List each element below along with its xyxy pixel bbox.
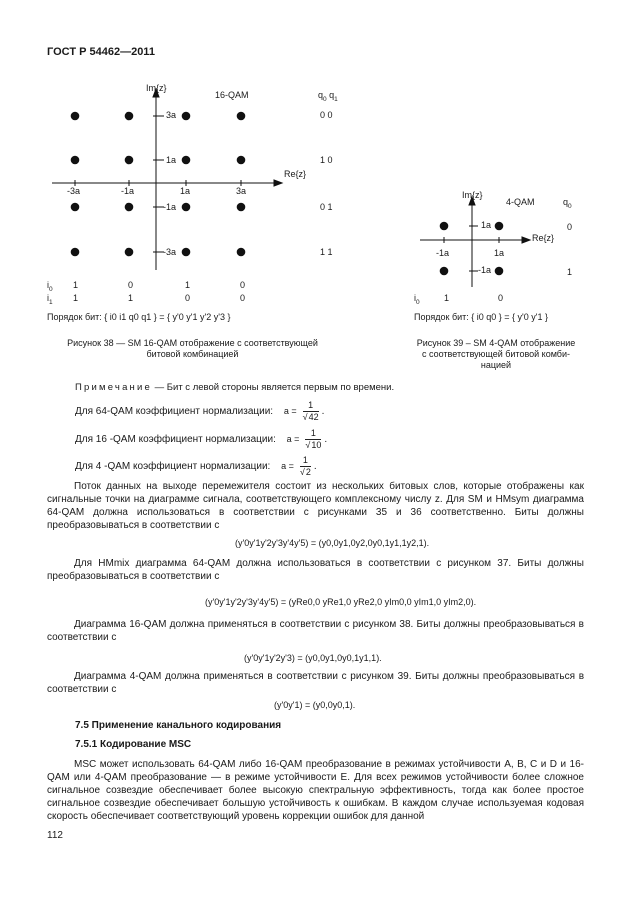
fig38-i0-value: 0 xyxy=(240,280,246,290)
fig38-constellation-point xyxy=(237,156,246,165)
fig38-caption: Рисунок 38 — SM 16-QAM отображение с соответствующей битовой комбинацией xyxy=(67,338,318,359)
fig38-x-axis-label: Re{z} xyxy=(284,169,307,179)
fig38-i1-value: 0 xyxy=(185,293,191,303)
fig39-constellation-point xyxy=(440,267,449,276)
fig38-constellation-point xyxy=(71,112,80,121)
fig39-row-label: 1a xyxy=(481,220,492,230)
fig39-q-header: $q_0$ xyxy=(563,197,572,210)
paragraph-4: Диаграмма 4-QAM должна применяться в соответствии с рисунком 39. Биты должны преобразовываться в соответствии с xyxy=(47,671,584,695)
fig39-x-arrow xyxy=(522,237,530,243)
fig39-caption: Рисунок 39 – SM 4-QAM отображение с соответствующей битовой комби- нацией xyxy=(416,338,576,370)
fig38-x-tick: -1a xyxy=(121,186,135,196)
fig38-q-value: 0 0 xyxy=(320,110,333,120)
fig38-row-label: -3a xyxy=(163,247,177,257)
fig39-i0-label: $i_0$ xyxy=(414,293,420,306)
paragraph-1: Поток данных на выходе перемежителя состоит из нескольких битовых слов, которые отображены как сигнальные точки на диаграмме сигнала, соответствующего комплексному числу z. Для SM и HMsym диаграмма 64-QAM должна использоваться в соответствии с рисунками 35 и 36 соответственно. Биты должны преобразовываться в соответствии с xyxy=(47,481,584,531)
fig38-constellation-point xyxy=(125,248,134,257)
fig38-constellation-point xyxy=(237,248,246,257)
page-number: 112 xyxy=(47,830,63,841)
fig38-x-tick: 1a xyxy=(180,186,191,196)
formula-2: (y'0y'1y'2y'3y'4y'5) = (yRe0,0 yRe1,0 yRe2,0 yIm0,0 yIm1,0 yIm2,0). xyxy=(205,597,477,607)
fig39-i0-value: 1 xyxy=(444,293,450,303)
section-7-5-1-heading: 7.5.1 Кодирование MSC xyxy=(75,739,192,750)
norm-64qam: Для 64-QAM коэффициент нормализации: a = $\frac{1}{√42}$ . xyxy=(75,400,325,422)
fig38-q-header: $q_0$ $q_1$ xyxy=(318,90,338,103)
note: Примечание — Бит с левой стороны является первым по времени. xyxy=(75,382,395,393)
fig38-y-axis-label: Im{z} xyxy=(146,83,167,93)
paragraph-5: MSC может использовать 64-QAM либо 16-QAM преобразование в режимах устойчивости A, B, C и D и 16-QAM или 4-QAM преобразование — в режиме устойчивости E. Для всех режимов устойчивости более сложное сигнальное созвездие обеспечивает более высокую спектральную эффективность, тогда как более простое сигнальное созвездие обеспечивает большую устойчивость к ошибкам. В каждом случае используемая кодовая скорость обеспечивает соответствующий уровень коррекции ошибок для данной xyxy=(47,759,584,822)
norm-16qam: Для 16 -QAM коэффициент нормализации: a = $\frac{1}{√10}$ . xyxy=(75,428,328,450)
fig38-i1-value: 1 xyxy=(128,293,134,303)
fig38-constellation-point xyxy=(71,156,80,165)
fig38-i0-value: 0 xyxy=(128,280,134,290)
fig38-i0-label: $i_0$ xyxy=(47,280,53,293)
fig39-y-axis-label: Im{z} xyxy=(462,190,483,200)
fig38-row-label: -1a xyxy=(163,202,177,212)
fig38-row-label: 3a xyxy=(166,110,177,120)
fig39-bit-order: Порядок бит: { i0 q0 } = { y'0 y'1 } xyxy=(414,312,548,322)
fig38-constellation-point xyxy=(125,112,134,121)
fig39-constellation-point xyxy=(495,222,504,231)
fig39-i0-value: 0 xyxy=(498,293,504,303)
fig39-x-axis-label: Re{z} xyxy=(532,233,555,243)
formula-4: (y'0y'1) = (y0,0y0,1). xyxy=(274,700,356,710)
fig38-i1-value: 1 xyxy=(73,293,79,303)
fig38-constellation-point xyxy=(182,112,191,121)
fig38-i0-value: 1 xyxy=(73,280,79,290)
fig38-i0-value: 1 xyxy=(185,280,191,290)
fig38-constellation-point xyxy=(125,203,134,212)
paragraph-3: Диаграмма 16-QAM должна применяться в соответствии с рисунком 38. Биты должны преобразовываться в соответствии с xyxy=(47,619,584,643)
paragraph-2: Для HMmix диаграмма 64-QAM должна использоваться в соответствии с рисунком 37. Биты должны преобразовываться в соответствии с xyxy=(47,558,584,582)
fig38-row-label: 1a xyxy=(166,155,177,165)
fig38-x-tick: -3a xyxy=(67,186,81,196)
fig38-q-value: 1 1 xyxy=(320,247,333,257)
fig39-constellation-point xyxy=(495,267,504,276)
fig38-i1-label: $i_1$ xyxy=(47,293,53,306)
fig38-constellation-point xyxy=(182,248,191,257)
fig38-q-value: 0 1 xyxy=(320,202,333,212)
fig38-x-tick: 3a xyxy=(236,186,247,196)
fig39-x-tick: 1a xyxy=(494,248,505,258)
section-7-5-heading: 7.5 Применение канального кодирования xyxy=(75,720,282,731)
fig38-constellation-point xyxy=(125,156,134,165)
fig38-i1-value: 0 xyxy=(240,293,246,303)
fig38-title: 16-QAM xyxy=(215,90,249,100)
fig38-x-arrow xyxy=(274,180,282,186)
fig38-constellation-point xyxy=(71,203,80,212)
fig38-constellation-point xyxy=(237,112,246,121)
fig39-q-value: 1 xyxy=(567,267,573,277)
fig39-q-value: 0 xyxy=(567,222,573,232)
formula-1: (y'0y'1y'2y'3y'4y'5) = (y0,0y1,0y2,0y0,1y1,1y2,1). xyxy=(235,538,430,548)
norm-4qam: Для 4 -QAM коэффициент нормализации: a = $\frac{1}{√2}$ . xyxy=(75,455,317,477)
fig38-constellation-point xyxy=(182,156,191,165)
fig39-constellation-point xyxy=(440,222,449,231)
fig38-constellation-point xyxy=(71,248,80,257)
fig38-bit-order: Порядок бит: { i0 i1 q0 q1 } = { y'0 y'1 y'2 y'3 } xyxy=(47,312,231,322)
formula-3: (y'0y'1y'2y'3) = (y0,0y1,0y0,1y1,1). xyxy=(244,653,382,663)
document-header: ГОСТ Р 54462—2011 xyxy=(47,46,155,58)
fig39-x-tick: -1a xyxy=(436,248,450,258)
fig39-row-label: -1a xyxy=(478,265,492,275)
fig39-title: 4-QAM xyxy=(506,197,535,207)
fig38-constellation-point xyxy=(237,203,246,212)
fig38-q-value: 1 0 xyxy=(320,155,333,165)
fig38-constellation-point xyxy=(182,203,191,212)
